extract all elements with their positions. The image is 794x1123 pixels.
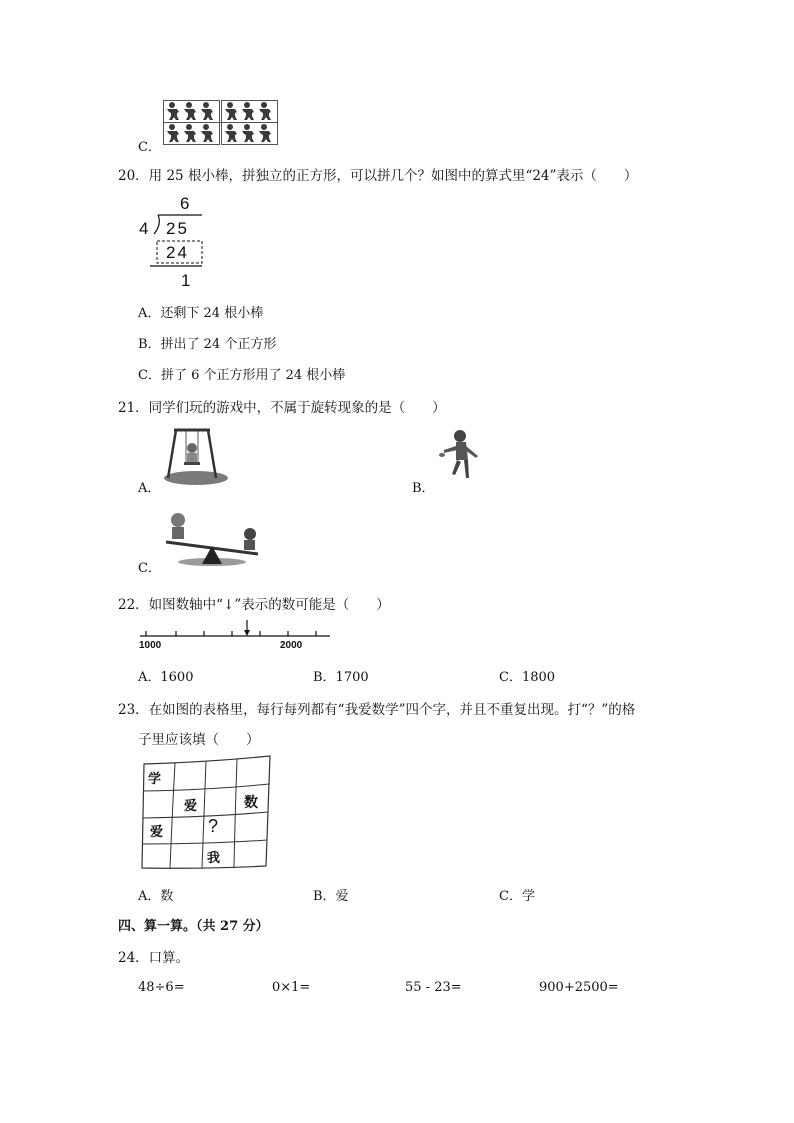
number-line — [138, 620, 338, 650]
q21-option-a-label[interactable]: A． — [138, 481, 161, 496]
q23-option-a[interactable]: A．数 — [138, 889, 174, 904]
q21-option-b-label[interactable]: B． — [412, 481, 435, 496]
q20-option-c[interactable]: C．拼了 6 个正方形用了 24 根小棒 — [138, 368, 346, 383]
grid-cell-r2c4: 数 — [244, 795, 258, 811]
grid-cell-r3c1: 爱 — [150, 825, 164, 840]
division-bracket-icon — [150, 212, 210, 272]
q23-option-b[interactable]: B．爱 — [313, 889, 349, 904]
number-line-end-label: 2000 — [280, 640, 303, 651]
q24-item-4: 900+2500= — [539, 980, 619, 995]
q24-item-3: 55 - 23= — [405, 980, 462, 995]
q20-stem: 20．用 25 根小棒，拼独立的正方形，可以拼几个？如图中的算式里“24”表示（ ） — [118, 168, 638, 184]
q22-option-b[interactable]: B．1700 — [313, 670, 369, 685]
q24-item-2: 0×1= — [272, 980, 311, 995]
grid-cell-r3c3-question: ? — [208, 816, 219, 836]
q21-stem: 21．同学们玩的游戏中，不属于旋转现象的是（ ） — [118, 400, 446, 416]
q22-stem: 22．如图数轴中“↓”表示的数可能是（ ） — [118, 597, 390, 613]
q24-stem: 24．口算。 — [118, 950, 190, 966]
q22-option-c[interactable]: C．1800 — [499, 670, 556, 685]
section-4-title: 四、算一算。（共 27 分） — [118, 919, 269, 934]
q23-stem-line1: 23．在如图的表格里，每行每列都有“我爱数学”四个字，并且不重复出现。打“？”的格 — [118, 702, 636, 718]
q20-option-b[interactable]: B．拼出了 24 个正方形 — [138, 337, 277, 352]
dividend: 25 — [166, 219, 189, 238]
q23-stem-line2: 子里应该填（ ） — [138, 732, 260, 748]
q19-option-c-label[interactable]: C． — [138, 140, 161, 155]
remainder: 1 — [181, 271, 191, 290]
q23-option-c[interactable]: C．学 — [499, 889, 535, 904]
swing-icon — [160, 426, 228, 486]
grid-cell-r4c3: 我 — [207, 851, 221, 866]
seesaw-icon — [162, 508, 266, 568]
divisor: 4 — [139, 219, 149, 238]
product: 24 — [166, 243, 189, 262]
q21-option-c-label[interactable]: C． — [138, 561, 161, 576]
q20-option-a[interactable]: A．还剩下 24 根小棒 — [138, 306, 264, 321]
gingerbread-figures-icon — [163, 100, 279, 148]
grid-cell-r2c2: 爱 — [184, 799, 198, 814]
spinning-top-player-icon — [436, 428, 484, 488]
number-line-start-label: 1000 — [139, 640, 162, 651]
q24-item-1: 48÷6= — [138, 980, 185, 995]
quotient: 6 — [180, 194, 190, 213]
grid-cell-r1c1: 学 — [148, 772, 162, 787]
q22-option-a[interactable]: A．1600 — [138, 670, 194, 685]
